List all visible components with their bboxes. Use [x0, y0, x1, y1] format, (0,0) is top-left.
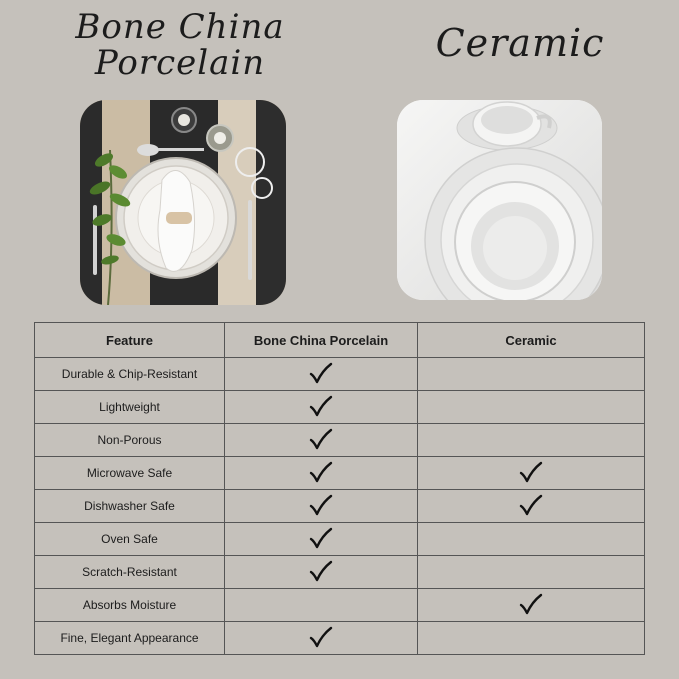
- bone-china-cell: [225, 589, 418, 622]
- bone-china-cell: [225, 556, 418, 589]
- checkmark-icon: [308, 361, 334, 387]
- checkmark-icon: [518, 592, 544, 618]
- ceramic-cell: [418, 622, 645, 655]
- header-feature: Feature: [35, 323, 225, 358]
- heading-bone-china-line2: Porcelain: [94, 42, 266, 83]
- ceramic-cell: [418, 490, 645, 523]
- ceramic-cell: [418, 523, 645, 556]
- feature-cell: Oven Safe: [35, 523, 225, 556]
- heading-bone-china-line1: Bone China: [75, 7, 285, 47]
- table-header-row: [35, 323, 645, 358]
- table-row: [35, 556, 645, 589]
- bone-china-cell: [225, 622, 418, 655]
- checkmark-icon: [308, 559, 334, 585]
- feature-cell: Absorbs Moisture: [35, 589, 225, 622]
- feature-cell: Lightweight: [35, 391, 225, 424]
- checkmark-icon: [308, 526, 334, 552]
- checkmark-icon: [518, 493, 544, 519]
- bone-china-cell: [225, 490, 418, 523]
- ceramic-cell: [418, 457, 645, 490]
- table-row: [35, 358, 645, 391]
- bone-china-cell: [225, 391, 418, 424]
- table-row: [35, 622, 645, 655]
- table-body: [35, 358, 645, 655]
- feature-cell: Fine, Elegant Appearance: [35, 622, 225, 655]
- feature-cell: Durable & Chip-Resistant: [35, 358, 225, 391]
- feature-cell: Non-Porous: [35, 424, 225, 457]
- ceramic-cell: [418, 424, 645, 457]
- feature-cell: Dishwasher Safe: [35, 490, 225, 523]
- table-row: [35, 391, 645, 424]
- checkmark-icon: [308, 625, 334, 651]
- header-bone-china: Bone China Porcelain: [225, 323, 418, 358]
- heading-ceramic: Ceramic: [435, 21, 605, 65]
- header-ceramic: Ceramic: [418, 323, 645, 358]
- bone-china-cell: [225, 424, 418, 457]
- feature-cell: Microwave Safe: [35, 457, 225, 490]
- feature-cell: Scratch-Resistant: [35, 556, 225, 589]
- ceramic-photo: [397, 100, 602, 300]
- checkmark-icon: [308, 493, 334, 519]
- ceramic-cell: [418, 589, 645, 622]
- ceramic-cell: [418, 556, 645, 589]
- table-row: [35, 424, 645, 457]
- ceramic-cell: [418, 358, 645, 391]
- checkmark-icon: [518, 460, 544, 486]
- bone-china-cell: [225, 457, 418, 490]
- table-setting-illustration: [80, 100, 286, 305]
- checkmark-icon: [308, 427, 334, 453]
- ceramic-dinnerware-illustration: [397, 100, 602, 300]
- checkmark-icon: [308, 394, 334, 420]
- bone-china-photo: [80, 100, 286, 305]
- table-row: [35, 490, 645, 523]
- checkmark-icon: [308, 460, 334, 486]
- ceramic-cell: [418, 391, 645, 424]
- bone-china-cell: [225, 358, 418, 391]
- table-row: [35, 589, 645, 622]
- table-row: [35, 457, 645, 490]
- table-row: [35, 523, 645, 556]
- heading-bone-china: [60, 7, 300, 83]
- bone-china-cell: [225, 523, 418, 556]
- comparison-table: [34, 322, 645, 655]
